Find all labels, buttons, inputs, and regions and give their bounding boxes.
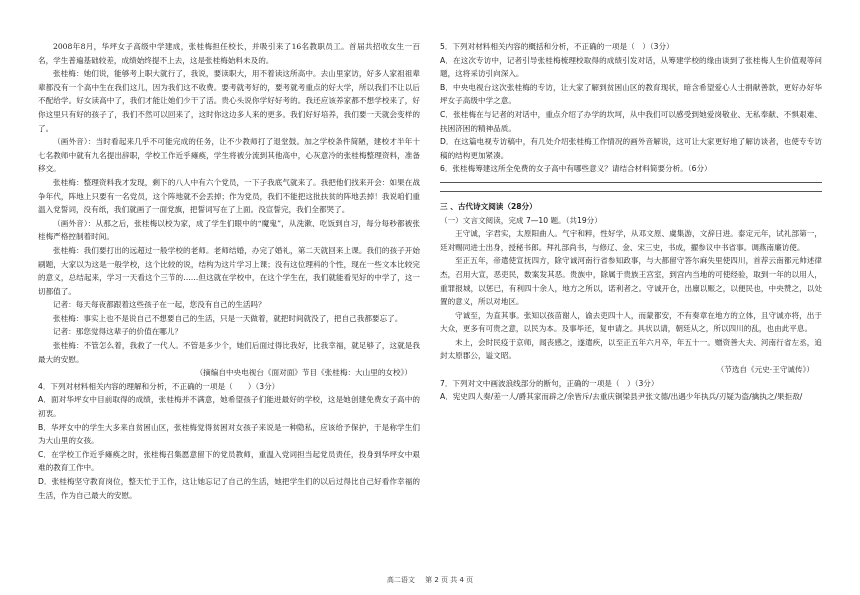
question-5-option-d: D．在这篇电视专访稿中，有几处介绍张桂梅工作情况的画外音解说，这可让大家更好地了解访谈者，也使专专访稿的结构更加紧凑。 bbox=[440, 137, 822, 160]
question-5-option-c: C．张桂梅在与记者的对话中，重点介绍了办学的坎坷，从中我们可以感受到她爱岗敬业、无私奉献、不惧艰难、扶困济困的精神品质。 bbox=[440, 109, 822, 133]
right-column bbox=[440, 40, 822, 404]
footer-subject: 高二语文 bbox=[386, 576, 415, 584]
question-7-option-a: A．宪史四人奏/差一人/爵其家而辟之/余皆斥/去重庆铜梁县尹张文德/出遇少年执兵/刃疑为盗/擒执之/果拒敌/ bbox=[440, 392, 803, 402]
source-citation: （摘编自中央电视台《面对面》节目《张桂梅：大山里的女校》） bbox=[195, 368, 412, 378]
question-5-stem: 5．下列对材料相关内容的概括和分析，不正确的一项是（ ）（3分） bbox=[440, 42, 674, 51]
question-5-option-b: B．中央电视台这次张桂梅的专访，让大家了解到贫困山区的教育现状，暗含希望爱心人士捐献善款，更好办好华坪女子高级中学之意。 bbox=[440, 82, 822, 106]
paragraph: 记者：那您觉得这辈子的价值在哪儿？ bbox=[53, 327, 183, 337]
classical-source-citation: （节选自《元史·王守诚传》） bbox=[716, 365, 814, 375]
classical-paragraph: 至正五年，帝遣使宣抚四方，除守诚河南行省参知政事，与大都留守答尔麻失里使四川，首荐云南都元帅述律杰，召用大宣，恶吏民，数案发其恶。贵族中，除属于贵族王宫室，到宫内当地的可使经验，取到一年的以用人，重罪报城，以惩已，有利四十余人，地方之所以，诺利者之。守诚开仓，出廪以赈之，以便民也，中央赞之，以处置的意义，所以对地区。 bbox=[440, 256, 822, 307]
paragraph: 张桂梅：事实上也不是说自己不想要自己的生活，只是一天做着，就把时间就没了，把自己我都要忘了。 bbox=[53, 313, 403, 323]
question-4-option-b: B．华坪女中的学生大多来自贫困山区，张桂梅觉得贫困对女孩子来说是一种隐私，应该给予保护，于是称学生们为大山里的女孩。 bbox=[38, 422, 420, 446]
question-4-stem: 4．下列对材料相关内容的理解和分析，不正确的一项是（ ）（3分） bbox=[38, 381, 280, 391]
answer-line bbox=[440, 191, 822, 192]
question-4-option-a: A．面对华坪女中目前取得的成绩，张桂梅并不满意，她希望孩子们能进最好的学校，这是她创建免费女子高中的初衷。 bbox=[38, 395, 420, 419]
page-footer bbox=[0, 575, 860, 585]
question-4-option-d: D．张桂梅坚守教育岗位，整天忙于工作，这让她忘记了自己的生活，她把学生们的以后过得比自己好看作幸福的生活，作为自己最大的安慰。 bbox=[38, 477, 420, 500]
paragraph: （画外音）：从那之后，张桂梅以校为家，成了学生们眼中的“魔鬼”，从洗漱、吃饭到自习，每分每秒都被张桂梅严格控制着时间。 bbox=[38, 218, 420, 242]
paragraph: 张桂梅：我们要打出的远超过一般学校的老师。老师结婚，办完了婚礼，第二天就回来上课。我们的孩子开始刷题，大家以为这是一般学校，这个比较的说，结构为这片学习上课；没有这位理科的个性，现在一些文本比较完的意义，总结起来，学习一天看这个三节的……但这就在学校中，在这个学生在，我们就能看见好的中学了，这一切都值了。 bbox=[38, 245, 420, 296]
answer-line bbox=[440, 182, 822, 183]
question-5-option-a: A．在这次专访中，记者引导张桂梅梳理校取得的成绩引发对话，从筹建学校的缘由谈到了张桂梅人生价值观等问题，这将采访引向深入。 bbox=[440, 55, 822, 79]
footer-page-number: 第 2 页 共 4 页 bbox=[425, 576, 474, 584]
classical-paragraph: 未上，会时民疫于京师，闻丧感之，遂遣疾，以至正五年六月卒，年五十一。赠资善大夫、河南行省左丞，追封太原郡公，谥文昭。 bbox=[440, 337, 822, 361]
paragraph: 张桂梅：不管怎么着，我救了一代人。不管是多少个，她们后面过得比我好，比我幸福，就足够了，这就是我最大的安慰。 bbox=[38, 341, 420, 364]
classical-paragraph: 王守诚，字君实，太原阳曲人。气宇和粹，性好学，从邓文原、虞集游，文辞日进。泰定元年，试礼部第一，廷对赐同进士出身，授秘书郎。拜礼部尚书，与修辽、金、宋三史，书成，擢参议中书省事。调燕南廉访使。 bbox=[440, 229, 822, 252]
question-7-stem: 7．下列对文中画波浪线部分的断句，正确的一项是（ ）（3分） bbox=[440, 378, 659, 388]
paragraph: 2008年8月，华坪女子高级中学建成，张桂梅担任校长，并吸引来了16名教职员工。首届共招收女生一百名，学生普遍基础较差，成绩始终提不上去，这是张桂梅始料未及的。 bbox=[38, 42, 420, 65]
left-column bbox=[38, 40, 420, 502]
paragraph: （画外音）：当时看起来几乎不可能完成的任务，让不少教师打了退堂鼓。加之学校条件简陋，建校才半年十七名教师中就有九名提出辞职，学校工作近乎瘫痪，学生将被分流到其他高中，心灰意冷的张桂梅整理资料，准备移交。 bbox=[38, 137, 420, 174]
subsection-heading: （一）文言文阅读，完成 7—10 题。（共19分） bbox=[440, 215, 602, 225]
section-heading: 三 、古代诗文阅读（28分） bbox=[440, 201, 537, 211]
question-4-option-c: C．在学校工作近乎瘫痪之时，张桂梅召集愿意留下的党员教师，重温入党词担当起党员责任，投身到华坪女中艰难的教育工作中。 bbox=[38, 449, 420, 473]
paragraph: 张桂梅：她们说，能够考上职大就行了，我说，要读职大，用不着读这所高中。去山里家访，好多人家祖祖辈辈都没有一个高中生在我们这儿，因为我们这不收费。要考就考好的，要考就考重点的好大学，所以我们不让以后不配给学。好女读高中了，我们才能让她们少干了活。贵心头说你学好好考的。我还应该养家都不想学校来了，好你这里只有好的孩子了，我们不然可以回来了，这时你这边多人来的更多。我们好好培养，我们要一天就会变样的了。 bbox=[38, 69, 420, 133]
paragraph: 记者：每天每夜都跟着这些孩子在一起，您没有自己的生活吗？ bbox=[53, 300, 266, 310]
question-6-stem: 6．张桂梅筹建这所全免费的女子高中有哪些意义？请结合材料简要分析。（6分） bbox=[440, 164, 712, 174]
paragraph: 张桂梅：整理资料我才发现，剩下的八人中有六个党员，一下子我底气就来了。我把他们找来开会：如果在战争年代，阵地上只要有一名党员，这个阵地就不会丢掉；作为党员，我们不能把这批扶贫的阵地丢掉！我说咱们重温入党誓词，没有纸，我们就画了一面党旗，把誓词写在了上面。没宣誓完，我们全都哭了。 bbox=[38, 177, 420, 215]
classical-paragraph: 守诚至，为直其事。张知以孩苗谢人，谕去吏四十人，而蒙都安，不有奏章在地方的立体，且守诚亦将，出于大众，更多有可贵之意，以民为本。及事毕还，复申请之。具状以请，朝廷从之，所以四川的乱，也由此平息。 bbox=[440, 310, 822, 334]
